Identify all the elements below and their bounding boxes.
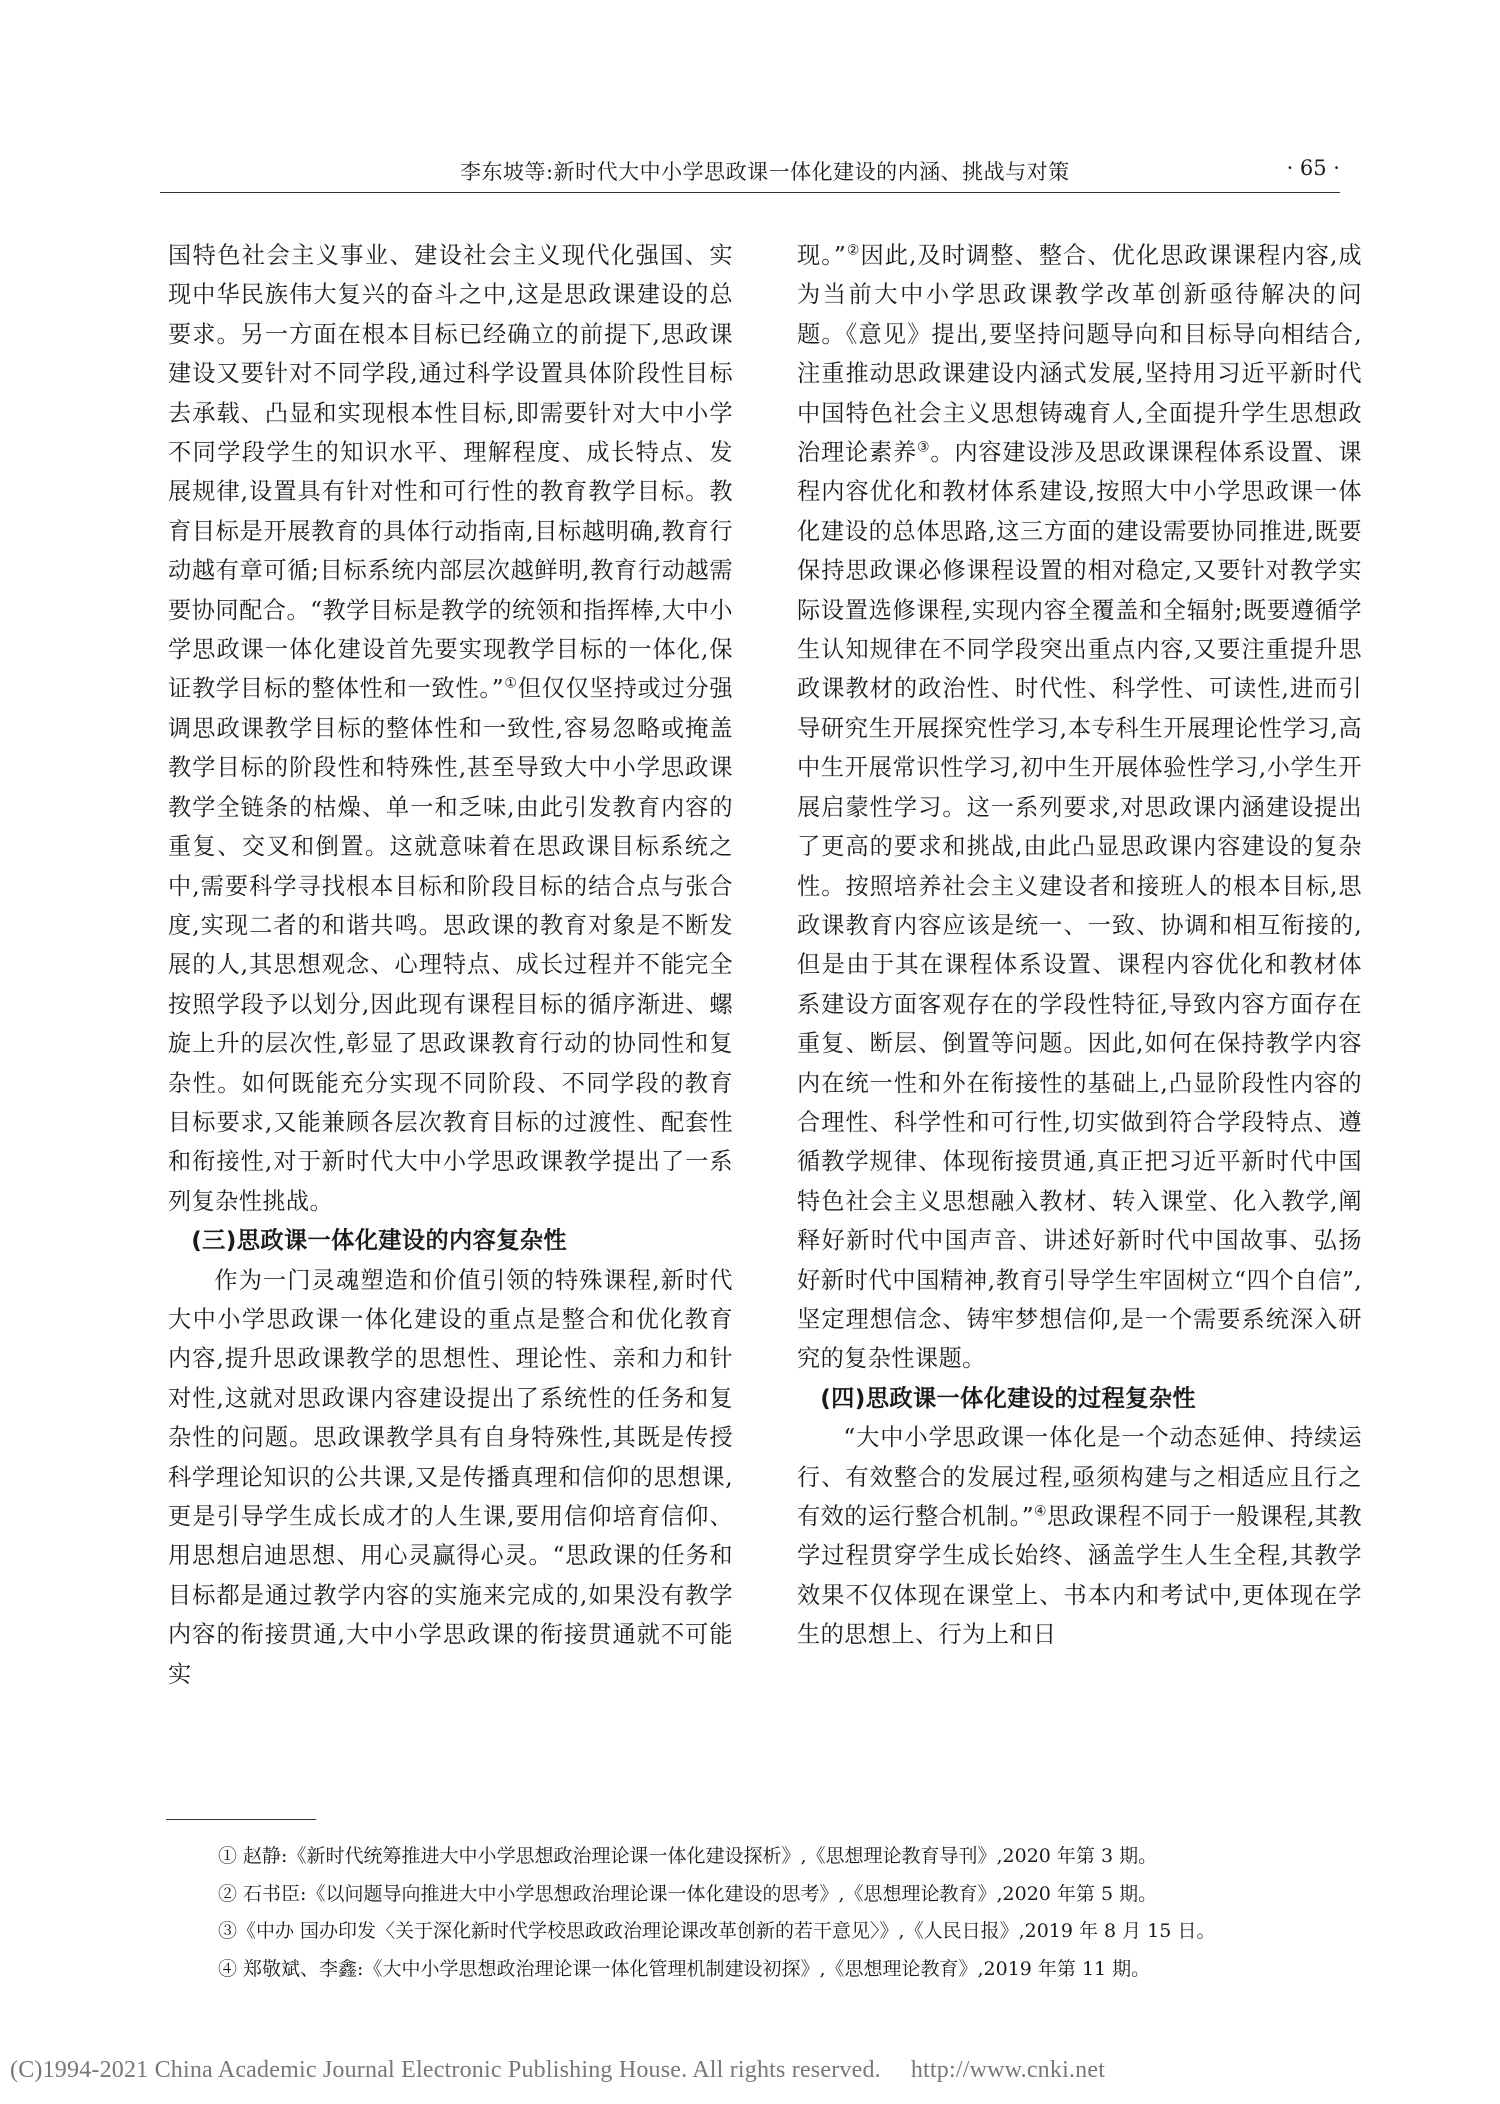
header-title: 李东坡等:新时代大中小学思政课一体化建设的内涵、挑战与对策 <box>460 160 1070 184</box>
paragraph-text: “大中小学思政课一体化是一个动态延伸、持续运行、有效整合的发展过程,亟须构建与之相适应且行之有效的运行整合机制。” <box>797 1424 1362 1530</box>
paragraph-text: 但仅仅坚持或过分强调思政课教学目标的整体性和一致性,容易忽略或掩盖教学目标的阶段性和特殊性,甚至导致大中小学思政课教学全链条的枯燥、单一和乏味,由此引发教育内容的重复、交叉和倒置。这就意味着在思政课目标系统之中,需要科学寻找根本目标和阶段目标的结合点与张合度,实现二者的和谐共鸣。思政课的教育对象是不断发展的人,其思想观念、心理特点、成长过程并不能完全按照学段予以划分,因此现有课程目标的循序渐进、螺旋上升的层次性,彰显了思政课教育行动的协同性和复杂性。如何既能充分实现不同阶段、不同学段的教育目标要求,又能兼顾各层次教育目标的过渡性、配套性和衔接性,对于新时代大中小学思政课教学提出了一系列复杂性挑战。 <box>168 675 733 1215</box>
paragraph-text: 因此,及时调整、整合、优化思政课课程内容,成为当前大中小学思政课教学改革创新亟待解决的问题。《意见》提出,要坚持问题导向和目标导向相结合,注重推动思政课建设内涵式发展,坚持用习近平新时代中国特色社会主义思想铸魂育人,全面提升学生思想政治理论素养 <box>797 242 1362 467</box>
section-heading: (四)思政课一体化建设的过程复杂性 <box>820 1384 1196 1412</box>
paragraph-text: 思政课程不同于一般课程,其教学过程贯穿学生成长始终、涵盖学生人生全程,其教学效果不仅体现在课堂上、书本内和考试中,更体现在学生的思想上、行为上和日 <box>797 1503 1362 1649</box>
footnote-item: ② 石书臣:《以问题导向推进大中小学思想政治理论课一体化建设的思考》,《思想理论教育》,2020 年第 5 期。 <box>218 1882 1158 1905</box>
footnote-ref[interactable]: ② <box>846 242 861 259</box>
footnote-ref[interactable]: ① <box>504 675 518 692</box>
paragraph <box>797 1418 1362 1654</box>
left-column <box>168 236 733 1694</box>
right-column <box>797 236 1362 1655</box>
cnki-link[interactable]: http://www.cnki.net <box>910 2057 1106 2083</box>
paragraph-text: 。内容建设涉及思政课课程体系设置、课程内容优化和教材体系建设,按照大中小学思政课一体化建设的总体思路,这三方面的建设需要协同推进,既要保持思政课必修课程设置的相对稳定,又要针对教学实际设置选修课程,实现内容全覆盖和全辐射;既要遵循学生认知规律在不同学段突出重点内容,又要注重提升思政课教材的政治性、时代性、科学性、可读性,进而引导研究生开展探究性学习,本专科生开展理论性学习,高中生开展常识性学习,初中生开展体验性学习,小学生开展启蒙性学习。这一系列要求,对思政课内涵建设提出了更高的要求和挑战,由此凸显思政课内容建设的复杂性。按照培养社会主义建设者和接班人的根本目标,思政课教育内容应该是统一、一致、协调和相互衔接的,但是由于其在课程体系设置、课程内容优化和教材体系建设方面客观存在的学段性特征,导致内容方面存在重复、断层、倒置等问题。因此,如何在保持教学内容内在统一性和外在衔接性的基础上,凸显阶段性内容的合理性、科学性和可行性,切实做到符合学段特点、遵循教学规律、体现衔接贯通,真正把习近平新时代中国特色社会主义思想融入教材、转入课堂、化入教学,阐释好新时代中国声音、讲述好新时代中国故事、弘扬好新时代中国精神,教育引导学生牢固树立“四个自信”,坚定理想信念、铸牢梦想信仰,是一个需要系统深入研究的复杂性课题。 <box>797 439 1363 1373</box>
page-number: · 65 · <box>1286 156 1340 180</box>
paragraph-text: 国特色社会主义事业、建设社会主义现代化强国、实现中华民族伟大复兴的奋斗之中,这是思政课建设的总要求。另一方面在根本目标已经确立的前提下,思政课建设又要针对不同学段,通过科学设置具体阶段性目标去承载、凸显和实现根本性目标,即需要针对大中小学不同学段学生的知识水平、理解程度、成长特点、发展规律,设置具有针对性和可行性的教育教学目标。教育目标是开展教育的具体行动指南,目标越明确,教育行动越有章可循;目标系统内部层次越鲜明,教育行动越需要协同配合。“教学目标是教学的统领和指挥棒,大中小学思政课一体化建设首先要实现教学目标的一体化,保证教学目标的整体性和一致性。” <box>168 242 733 703</box>
footnote-ref[interactable]: ④ <box>1033 1503 1048 1520</box>
paragraph-text: 现。” <box>797 242 847 269</box>
footnote-divider <box>166 1819 316 1820</box>
running-header <box>160 152 1340 193</box>
footnote-item: ③《中办 国办印发〈关于深化新时代学校思政政治理论课改革创新的若干意见〉》,《人民日报》,2019 年 8 月 15 日。 <box>218 1920 1216 1942</box>
footnote-item: ④ 郑敬斌、李鑫:《大中小学思想政治理论课一体化管理机制建设初探》,《思想理论教育》,2019 年第 11 期。 <box>218 1957 1151 1980</box>
paragraph: 作为一门灵魂塑造和价值引领的特殊课程,新时代大中小学思政课一体化建设的重点是整合和优化教育内容,提升思政课教学的思想性、理论性、亲和力和针对性,这就对思政课内容建设提出了系统性的任务和复杂性的问题。思政课教学具有自身特殊性,其既是传授科学理论知识的公共课,又是传播真理和信仰的思想课,更是引导学生成长成才的人生课,要用信仰培育信仰、用思想启迪思想、用心灵赢得心灵。“思政课的任务和目标都是通过教学内容的实施来完成的,如果没有教学内容的衔接贯通,大中小学思政课的衔接贯通就不可能实 <box>168 1266 733 1688</box>
paragraph <box>168 236 733 1221</box>
paragraph <box>797 236 1362 1379</box>
footnotes <box>218 1838 1338 1988</box>
copyright-text: (C)1994-2021 China Academic Journal Electronic Publishing House. All rights reserved. <box>10 2057 881 2083</box>
section-heading: (三)思政课一体化建设的内容复杂性 <box>191 1227 567 1255</box>
footnote-ref[interactable]: ③ <box>917 439 931 456</box>
copyright-watermark <box>10 2057 1105 2084</box>
footnote-item: ① 赵静:《新时代统筹推进大中小学思想政治理论课一体化建设探析》,《思想理论教育导刊》,2020 年第 3 期。 <box>218 1845 1158 1867</box>
